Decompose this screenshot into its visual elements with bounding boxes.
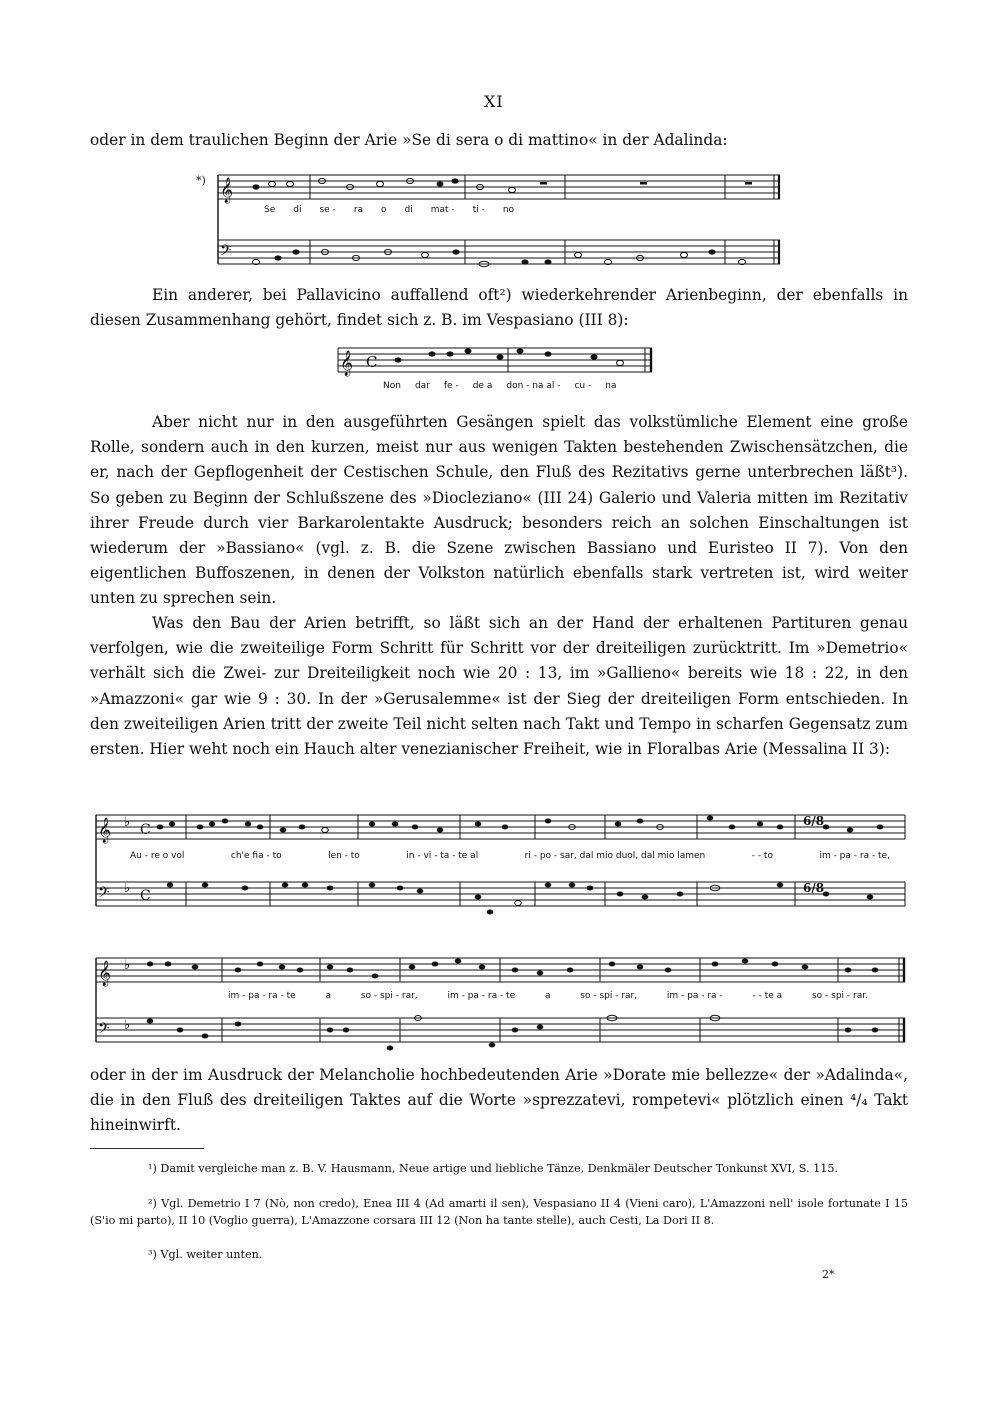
footnote-1: ¹) Damit vergleiche man z. B. V. Hausmann, Neue artige und liebliche Tänze, Denkmäler Deutscher Tonkunst XVI, S. 115.: [148, 1162, 839, 1175]
lyric-syllable: - - te a: [752, 991, 783, 1001]
footnote-2: ²) Vgl. Demetrio I 7 (Nò, non credo), Enea III 4 (Ad amarti il sen), Vespasiano II 4 (Vieni caro), L'Amazzoni nell' isole fortunate I 15 (S'io mi parto), II 10 (Voglio guerra), L'Amazzone corsara III 12 (Non ha tante stelle), auch Cesti, La Dori II 8.: [90, 1197, 908, 1227]
lyric-syllable: len - to: [328, 851, 360, 861]
lyric-syllable: ri - po - sar, dal mio duol, dal mio lamen: [524, 851, 706, 861]
lyric-syllable: im - pa - ra - te: [228, 991, 296, 1001]
treble-clef-icon: 𝄞: [98, 818, 112, 843]
lyric-syllable: o: [381, 205, 387, 215]
treble-clef-icon: 𝄞: [340, 351, 354, 376]
lyric-syllable: im - pa - ra -: [666, 991, 723, 1001]
treble-clef-icon: 𝄞: [220, 178, 234, 203]
svg-text:C: C: [140, 888, 151, 904]
example3-system2-lyrics: [228, 991, 868, 1001]
bass-clef-icon: 𝄢: [98, 884, 110, 905]
lyric-syllable: di: [293, 205, 302, 215]
lyric-syllable: di: [404, 205, 413, 215]
page-number: XI: [484, 92, 504, 111]
meter-change-label: 6/8: [803, 814, 825, 828]
flat-icon: ♭: [124, 881, 131, 896]
lyric-syllable: - - to: [751, 851, 773, 861]
lyric-syllable: Au - re o vol: [130, 851, 185, 861]
svg-text:6/8: 6/8: [803, 881, 825, 895]
flat-icon: ♭: [124, 1018, 131, 1033]
lyric-syllable: im - pa - ra - te: [447, 991, 516, 1001]
example1-footnote-marker: *): [196, 174, 206, 187]
lyric-syllable: ra: [353, 205, 364, 215]
paragraph-3: Was den Bau der Arien betrifft, so läßt sich an der Hand der erhaltenen Partituren genau verfolgen, wie die zweiteilige Form Schritt für Schritt vor der dreiteiligen zurücktritt. Im »Demetrio« verhält sich die Zwei- zur Dreiteiligkeit noch wie 20 : 13, im »Gallieno« bereits wie 18 : 22, in den »Amazzoni« gar wie 9 : 30. In der »Gerusalemme« ist der Sieg der dreiteiligen Form entschieden. In den zweiteiligen Arien tritt der zweite Teil nicht selten nach Takt und Tempo in scharfen Gegensatz zum ersten. Hier weht noch ein Hauch alter venezianischer Freiheit, wie in Floralbas Arie (Messalina II 3):: [90, 614, 908, 759]
bass-clef-icon: 𝄢: [98, 1020, 110, 1041]
lyric-syllable: dar: [414, 381, 430, 391]
lyric-syllable: im - pa - ra - te,: [819, 851, 890, 861]
lyric-syllable: Se: [264, 205, 276, 215]
lyric-syllable: se -: [319, 205, 336, 215]
example3-system1-lyrics: [130, 851, 890, 861]
paragraph-4: oder in der im Ausdruck der Melancholie hochbedeutenden Arie »Dorate mie bellezze« der »Adalinda«, die in den Fluß des dreiteiligen Taktes auf die Worte »sprezzatevi, rompetevi« plötzlich einen ⁴/₄ Takt hineinwirft.: [90, 1066, 908, 1135]
svg-text:C: C: [140, 822, 151, 838]
lyric-syllable: no: [502, 205, 515, 215]
bass-clef-icon: 𝄢: [220, 242, 232, 263]
footnote-divider: [90, 1148, 204, 1149]
lyric-syllable: a: [544, 991, 551, 1001]
lyric-syllable: na: [605, 381, 617, 391]
flat-icon: ♭: [124, 815, 131, 830]
lyric-syllable: so - spi - rar,: [580, 991, 638, 1001]
lyric-syllable: in - vi - ta - te al: [406, 851, 479, 861]
flat-icon: ♭: [124, 958, 131, 973]
paragraph-1: Ein anderer, bei Pallavicino auffallend oft²) wiederkehrender Arienbeginn, der ebenfalls in diesen Zusammenhang gehört, findet sich z. B. im Vespasiano (III 8):: [90, 286, 908, 330]
lyric-syllable: don - na al -: [506, 381, 561, 391]
lyric-syllable: cu -: [574, 381, 592, 391]
intro-line: oder in dem traulichen Beginn der Arie »Se di sera o di mattino« in der Adalinda:: [90, 131, 728, 149]
lyric-syllable: ch'e fia - to: [230, 851, 282, 861]
lyric-syllable: mat -: [430, 205, 455, 215]
treble-clef-icon: 𝄞: [98, 961, 112, 986]
svg-text:C: C: [366, 353, 378, 371]
lyric-syllable: ti -: [472, 205, 485, 215]
lyric-syllable: so - spi - rar,: [360, 991, 418, 1001]
lyric-syllable: Non: [383, 381, 401, 391]
lyric-syllable: fe -: [443, 381, 459, 391]
lyric-syllable: de a: [472, 381, 493, 391]
footnote-3: ³) Vgl. weiter unten.: [148, 1248, 263, 1261]
lyric-syllable: a: [325, 991, 332, 1001]
paragraph-2: Aber nicht nur in den ausgeführten Gesängen spielt das volkstümliche Element eine große Rolle, sondern auch in den kurzen, meist nur aus wenigen Takten bestehenden Zwischensätzchen, die er, nach der Gepflogenheit der Cestischen Schule, den Fluß des Rezitativs gerne unterbrechen läßt³). So geben zu Beginn der Schlußszene des »Diocleziano« (III 24) Galerio und Valeria mitten im Rezitativ ihrer Freude durch vier Barkarolentakte Ausdruck; besonders reich an solchen Einschaltungen ist wiederum der »Bassiano« (vgl. z. B. die Szene zwischen Bassiano und Euristeo II 7). Von den eigentlichen Buffoszenen, in denen der Volkston natürlich ebenfalls stark vertreten ist, wird weiter unten zu sprechen sein.: [90, 413, 908, 608]
lyric-syllable: so - spi - rar.: [811, 991, 868, 1001]
signature-mark: 2*: [822, 1268, 835, 1281]
